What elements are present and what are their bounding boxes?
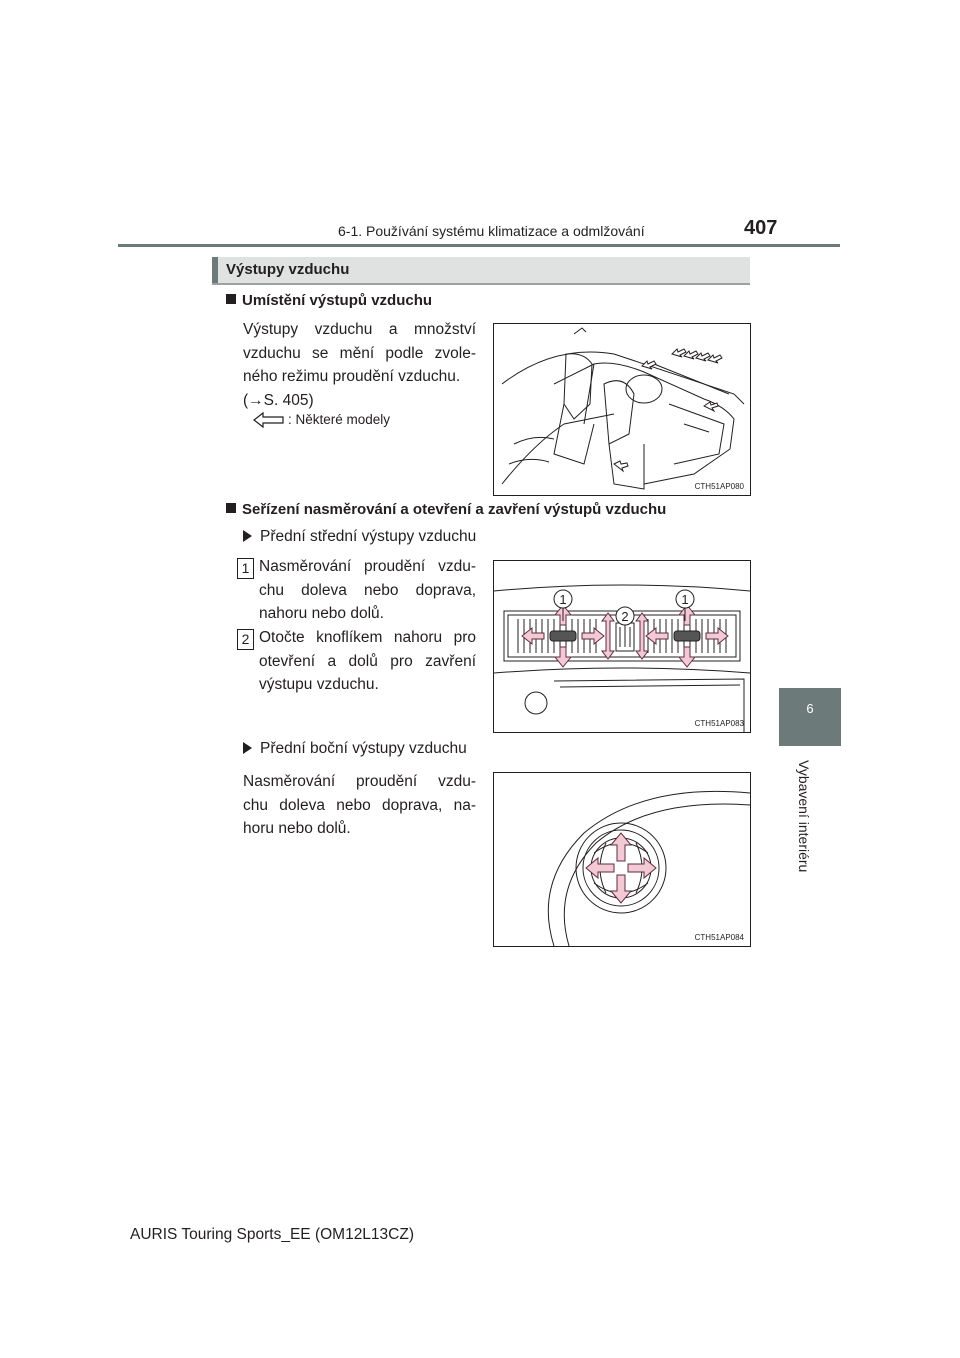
bullet-center-text: Přední střední výstupy vzduchu (260, 528, 477, 545)
callout-1-left: 1 (559, 592, 567, 607)
subheading-location (226, 292, 432, 309)
figure-code: CTH51AP080 (694, 482, 744, 491)
page-number: 407 (744, 217, 778, 239)
bullet-center-outlets (243, 528, 476, 546)
car-interior-illustration (494, 324, 750, 495)
side-line-2: chu doleva nebo doprava, na- (243, 796, 476, 814)
legend (252, 410, 452, 432)
location-paragraph (243, 318, 476, 412)
chapter-tab (779, 688, 841, 746)
item-number-2: 2 (237, 629, 254, 650)
triangle-bullet-icon (243, 742, 252, 754)
location-reference: (→S. 405) (243, 391, 314, 409)
side-line-1: Nasměrování proudění vzdu- (243, 773, 476, 790)
subheading-adjust-text: Seřízení nasměrování a otevření a zavření výstupů vzduchu (242, 501, 667, 518)
figure-car-interior (493, 323, 751, 496)
triangle-bullet-icon (243, 530, 252, 542)
figure-side-vent (493, 772, 751, 947)
square-bullet-icon (226, 294, 236, 304)
subheading-adjust (226, 501, 666, 518)
location-line-2: vzduchu se mění podle zvole- (243, 344, 476, 362)
item-2-line-2: otevření a dolů pro zavření (259, 652, 476, 670)
item-2-text (259, 626, 476, 697)
bullet-side-text: Přední boční výstupy vzduchu (260, 740, 467, 757)
chapter-title: 6-1. Používání systému klimatizace a odmlžování (338, 223, 645, 239)
section-title-bar (212, 257, 750, 285)
section-title: Výstupy vzduchu (226, 261, 350, 278)
bullet-side-outlets (243, 740, 467, 758)
chapter-tab-number: 6 (806, 701, 814, 716)
item-1-line-1: Nasměrování proudění vzdu- (259, 558, 476, 575)
item-number-1: 1 (237, 558, 254, 579)
figure-code: CTH51AP084 (694, 933, 744, 942)
item-1-text (259, 555, 476, 626)
item-1-line-2: chu doleva nebo doprava, (259, 581, 476, 599)
figure-center-vents (493, 560, 751, 733)
footer-model: AURIS Touring Sports_EE (OM12L13CZ) (130, 1226, 414, 1243)
side-vent-illustration (494, 773, 750, 946)
legend-text: : Některé modely (288, 412, 391, 427)
callout-1-right: 1 (681, 592, 689, 607)
side-outlets-paragraph (243, 770, 476, 841)
location-line-3: ného režimu proudění vzduchu. (243, 368, 461, 385)
side-line-3: horu nebo dolů. (243, 820, 351, 837)
callout-2: 2 (621, 609, 629, 624)
header-rule (118, 244, 840, 247)
side-vent-direction-arrows (586, 833, 656, 903)
figure-code: CTH51AP083 (694, 719, 744, 728)
location-line-1: Výstupy vzduchu a množství (243, 321, 476, 338)
section-accent (212, 257, 218, 283)
center-vents-illustration (494, 561, 750, 732)
subheading-location-text: Umístění výstupů vzduchu (242, 292, 433, 309)
square-bullet-icon (226, 503, 236, 513)
item-2-line-1: Otočte knoflíkem nahoru pro (259, 629, 476, 646)
item-2-line-3: výstupu vzduchu. (259, 676, 379, 693)
item-1-line-3: nahoru nebo dolů. (259, 605, 384, 622)
outlet-legend-arrow-icon (252, 410, 286, 430)
chapter-tab-label: Vybavení interiéru (796, 760, 812, 873)
